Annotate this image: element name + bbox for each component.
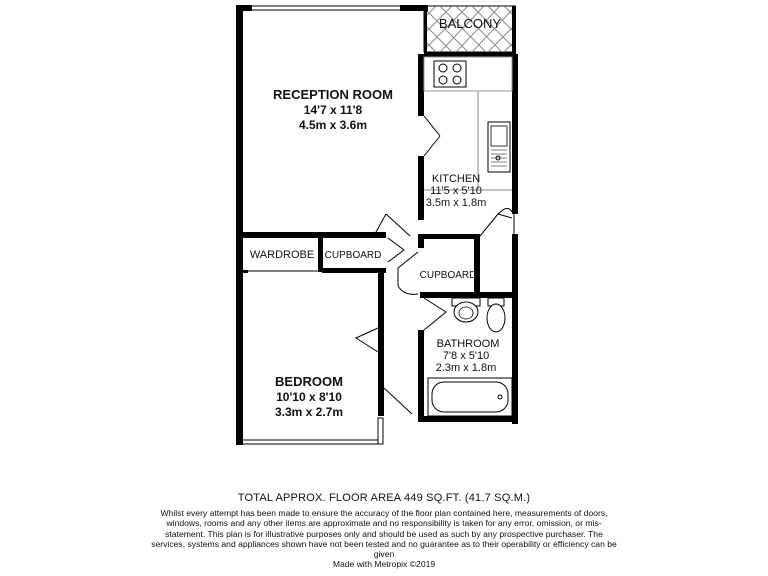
reception-name: RECEPTION ROOM xyxy=(273,87,393,102)
reception-imperial: 14'7 x 11'8 xyxy=(303,103,363,117)
bathroom xyxy=(436,338,500,374)
bedroom-name: BEDROOM xyxy=(275,374,343,389)
footer xyxy=(0,492,768,569)
kitchen xyxy=(426,173,487,209)
reception-room xyxy=(273,87,393,132)
kitchen-metric: 3.5m x 1.8m xyxy=(425,197,487,209)
bedroom-metric: 3.3m x 2.7m xyxy=(274,405,344,419)
disclaimer: Whilst every attempt has been made to ensure the accuracy of the floor plan contained here, measurements of doors, windows, rooms and any other items are approximate and no responsibility is taken for any error, omission, or mis-statement. This plan is for illustrative purposes only and should be used as such by any prospective purchaser. The services, systems and appliances shown have not been tested and no guarantee as to their operability or efficiency can be given xyxy=(151,508,617,560)
bath-icon xyxy=(428,378,512,416)
kitchen-name: KITCHEN xyxy=(431,173,481,185)
sink-icon xyxy=(488,122,510,172)
reception-metric: 4.5m x 3.6m xyxy=(298,118,368,132)
kitchen-cupboard-label: CUPBOARD xyxy=(419,270,477,281)
kitchen-imperial: 11'5 x 5'10 xyxy=(430,185,482,197)
bedroom-imperial: 10'10 x 8'10 xyxy=(276,390,342,404)
total-floor-area: TOTAL APPROX. FLOOR AREA 449 SQ.FT. (41.7 SQ.M.) xyxy=(237,492,531,504)
bathroom-imperial: 7'8 x 5'10 xyxy=(442,350,490,362)
toilet-icon xyxy=(487,298,505,332)
bathroom-metric: 2.3m x 1.8m xyxy=(435,362,497,374)
balcony-label: BALCONY xyxy=(438,16,502,31)
bathroom-name: BATHROOM xyxy=(436,338,500,350)
bedroom xyxy=(275,374,343,419)
made-with-credit: Made with Metropix ©2019 xyxy=(332,559,436,570)
wardrobe-label: WARDROBE xyxy=(249,249,315,261)
hall-cupboard-label: CUPBOARD xyxy=(324,250,382,261)
hob-icon xyxy=(434,61,466,87)
basin-icon xyxy=(452,298,480,322)
kitchen-fixtures xyxy=(424,57,512,190)
